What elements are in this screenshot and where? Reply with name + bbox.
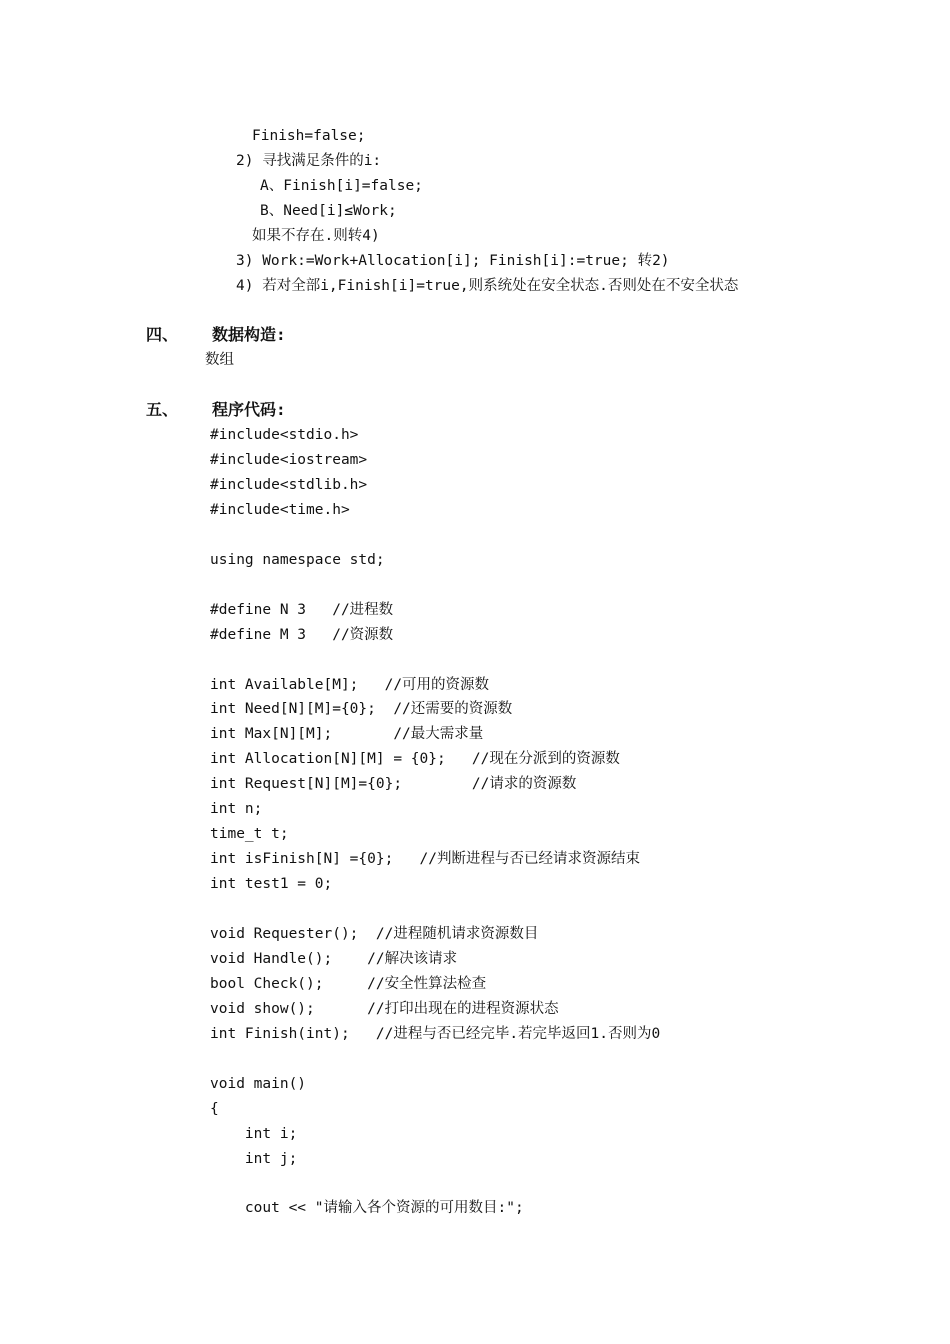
section-4-body: 数组 <box>205 352 234 368</box>
code-line: int Need[N][M]={0}; //还需要的资源数 <box>210 701 513 718</box>
code-line: #include<iostream> <box>210 451 368 468</box>
code-line: void main() <box>210 1075 307 1092</box>
step-2-else: 如果不存在.则转4) <box>252 228 380 244</box>
code-line: void Requester(); //进程随机请求资源数目 <box>210 926 539 942</box>
section-5-title: 程序代码: <box>212 400 286 419</box>
section-4-title: 数据构造: <box>212 325 286 344</box>
code-line: int Max[N][M]; //最大需求量 <box>210 726 484 743</box>
step-3: 3) Work:=Work+Allocation[i]; Finish[i]:=true; 转2) <box>236 253 670 269</box>
code-line: time_t t; <box>210 826 289 843</box>
code-line: { <box>210 1100 219 1117</box>
section-4-number: 四、 <box>146 325 179 344</box>
code-line: int i; <box>210 1125 298 1142</box>
code-line: int Allocation[N][M] = {0}; //现在分派到的资源数 <box>210 751 620 768</box>
code-line: int isFinish[N] ={0}; //判断进程与否已经请求资源结束 <box>210 851 640 868</box>
code-line: #include<stdlib.h> <box>210 476 368 493</box>
code-line: #include<time.h> <box>210 501 350 518</box>
code-line: void Handle(); //解决该请求 <box>210 950 458 967</box>
step-2b: B、Need[i]≤Work; <box>260 203 397 219</box>
section-5-number: 五、 <box>146 400 179 419</box>
code-line: int j; <box>210 1150 298 1167</box>
code-line: bool Check(); //安全性算法检查 <box>210 975 487 992</box>
code-line: cout << "请输入各个资源的可用数目:"; <box>210 1200 524 1217</box>
code-line: #define M 3 //资源数 <box>210 626 394 643</box>
code-line: int Available[M]; //可用的资源数 <box>210 676 490 693</box>
step-2: 2) 寻找满足条件的i: <box>236 153 382 169</box>
step-4: 4) 若对全部i,Finish[i]=true,则系统处在安全状态.否则处在不安全状态 <box>236 278 739 294</box>
code-line: int n; <box>210 801 263 818</box>
step-2a: A、Finish[i]=false; <box>260 178 423 194</box>
code-line: #define N 3 //进程数 <box>210 601 394 618</box>
code-line: using namespace std; <box>210 551 385 568</box>
code-line: void show(); //打印出现在的进程资源状态 <box>210 1000 559 1017</box>
step-finish-init: Finish=false; <box>252 128 366 144</box>
code-line: int Request[N][M]={0}; //请求的资源数 <box>210 776 577 793</box>
code-line: int Finish(int); //进程与否已经完毕.若完毕返回1.否则为0 <box>210 1025 661 1042</box>
code-line: int test1 = 0; <box>210 876 333 893</box>
code-line: #include<stdio.h> <box>210 427 359 443</box>
